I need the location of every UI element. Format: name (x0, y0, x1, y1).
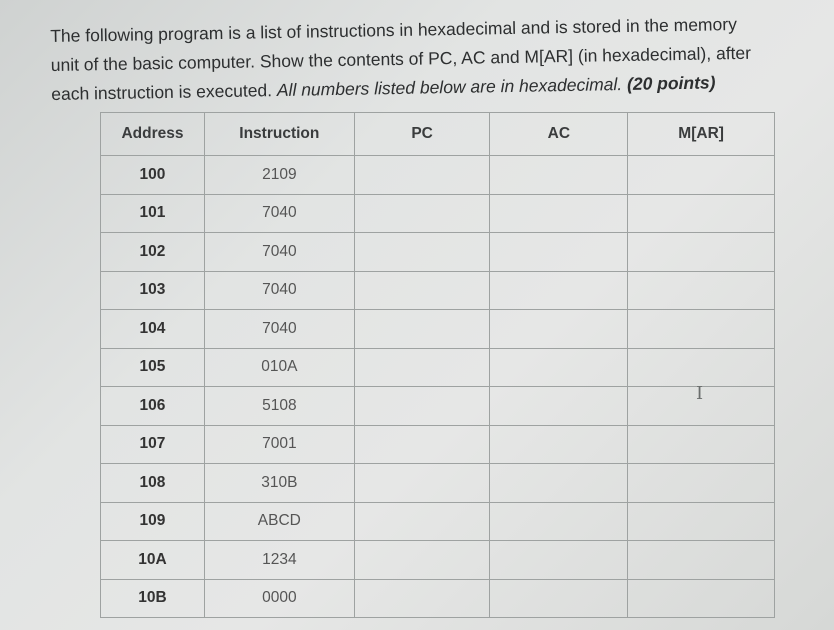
instruction-cell: ABCD (204, 502, 354, 541)
pc-cell[interactable] (354, 194, 490, 233)
pc-cell[interactable] (354, 464, 490, 503)
table-row (101, 425, 775, 464)
table-row (101, 387, 775, 426)
table-row (101, 541, 775, 580)
instruction-cell: 310B (204, 464, 354, 503)
instruction-cell: 7001 (204, 425, 354, 464)
ac-cell[interactable] (490, 425, 628, 464)
table-row (101, 194, 775, 233)
mar-cell[interactable] (628, 464, 775, 503)
ac-cell[interactable] (490, 541, 628, 580)
question-text (50, 9, 811, 109)
instruction-cell: 7040 (204, 233, 354, 272)
address-cell: 101 (101, 194, 205, 233)
address-cell: 108 (101, 464, 205, 503)
mar-cell[interactable] (628, 156, 775, 195)
address-cell: 103 (101, 271, 205, 310)
ac-cell[interactable] (490, 310, 628, 349)
instruction-cell: 010A (204, 348, 354, 387)
pc-cell[interactable] (354, 579, 490, 618)
header-ac: AC (490, 113, 628, 156)
text-cursor-icon: I (696, 383, 704, 404)
address-cell: 102 (101, 233, 205, 272)
table-row (101, 502, 775, 541)
header-instruction: Instruction (204, 113, 354, 156)
answer-table-container (100, 112, 775, 607)
pc-cell[interactable] (354, 233, 490, 272)
mar-cell[interactable] (628, 502, 775, 541)
mar-cell[interactable] (628, 310, 775, 349)
pc-cell[interactable] (354, 348, 490, 387)
instruction-cell: 5108 (204, 387, 354, 426)
table-body (101, 156, 775, 618)
table-row (101, 271, 775, 310)
header-mar: M[AR] (628, 113, 775, 156)
address-cell: 106 (101, 387, 205, 426)
address-cell: 10B (101, 579, 205, 618)
pc-cell[interactable] (354, 387, 490, 426)
ac-cell[interactable] (490, 156, 628, 195)
question-line-3-plain: each instruction is executed. (51, 80, 278, 104)
instruction-cell: 2109 (204, 156, 354, 195)
ac-cell[interactable] (490, 502, 628, 541)
ac-cell[interactable] (490, 579, 628, 618)
table-row (101, 310, 775, 349)
table-row (101, 156, 775, 195)
pc-cell[interactable] (354, 271, 490, 310)
pc-cell[interactable] (354, 310, 490, 349)
question-line-2: unit of the basic computer. Show the contents of PC, AC and M[AR] (in hexadecimal), after (50, 42, 752, 75)
mar-cell[interactable] (628, 233, 775, 272)
instruction-cell: 7040 (204, 271, 354, 310)
mar-cell[interactable] (628, 425, 775, 464)
address-cell: 10A (101, 541, 205, 580)
points-label: (20 points) (621, 72, 716, 95)
table-row (101, 464, 775, 503)
header-pc: PC (354, 113, 490, 156)
mar-cell[interactable] (628, 194, 775, 233)
address-cell: 100 (101, 156, 205, 195)
hexadecimal-note: All numbers listed below are in hexadecimal. (276, 74, 623, 101)
instruction-cell: 7040 (204, 194, 354, 233)
address-cell: 104 (101, 310, 205, 349)
pc-cell[interactable] (354, 156, 490, 195)
instruction-cell: 7040 (204, 310, 354, 349)
pc-cell[interactable] (354, 541, 490, 580)
ac-cell[interactable] (490, 271, 628, 310)
mar-cell[interactable] (628, 541, 775, 580)
table-row (101, 233, 775, 272)
ac-cell[interactable] (490, 348, 628, 387)
instruction-cell: 1234 (204, 541, 354, 580)
pc-cell[interactable] (354, 425, 490, 464)
ac-cell[interactable] (490, 464, 628, 503)
table-row (101, 348, 775, 387)
mar-cell[interactable] (628, 348, 775, 387)
question-line-1: The following program is a list of instructions in hexadecimal and is stored in the memory (50, 14, 738, 46)
table-header-row (101, 113, 775, 156)
pc-cell[interactable] (354, 502, 490, 541)
ac-cell[interactable] (490, 387, 628, 426)
mar-cell[interactable] (628, 579, 775, 618)
instruction-cell: 0000 (204, 579, 354, 618)
address-cell: 107 (101, 425, 205, 464)
address-cell: 105 (101, 348, 205, 387)
answer-table (100, 112, 775, 618)
address-cell: 109 (101, 502, 205, 541)
mar-cell[interactable] (628, 271, 775, 310)
ac-cell[interactable] (490, 233, 628, 272)
ac-cell[interactable] (490, 194, 628, 233)
header-address: Address (101, 113, 205, 156)
table-row (101, 579, 775, 618)
